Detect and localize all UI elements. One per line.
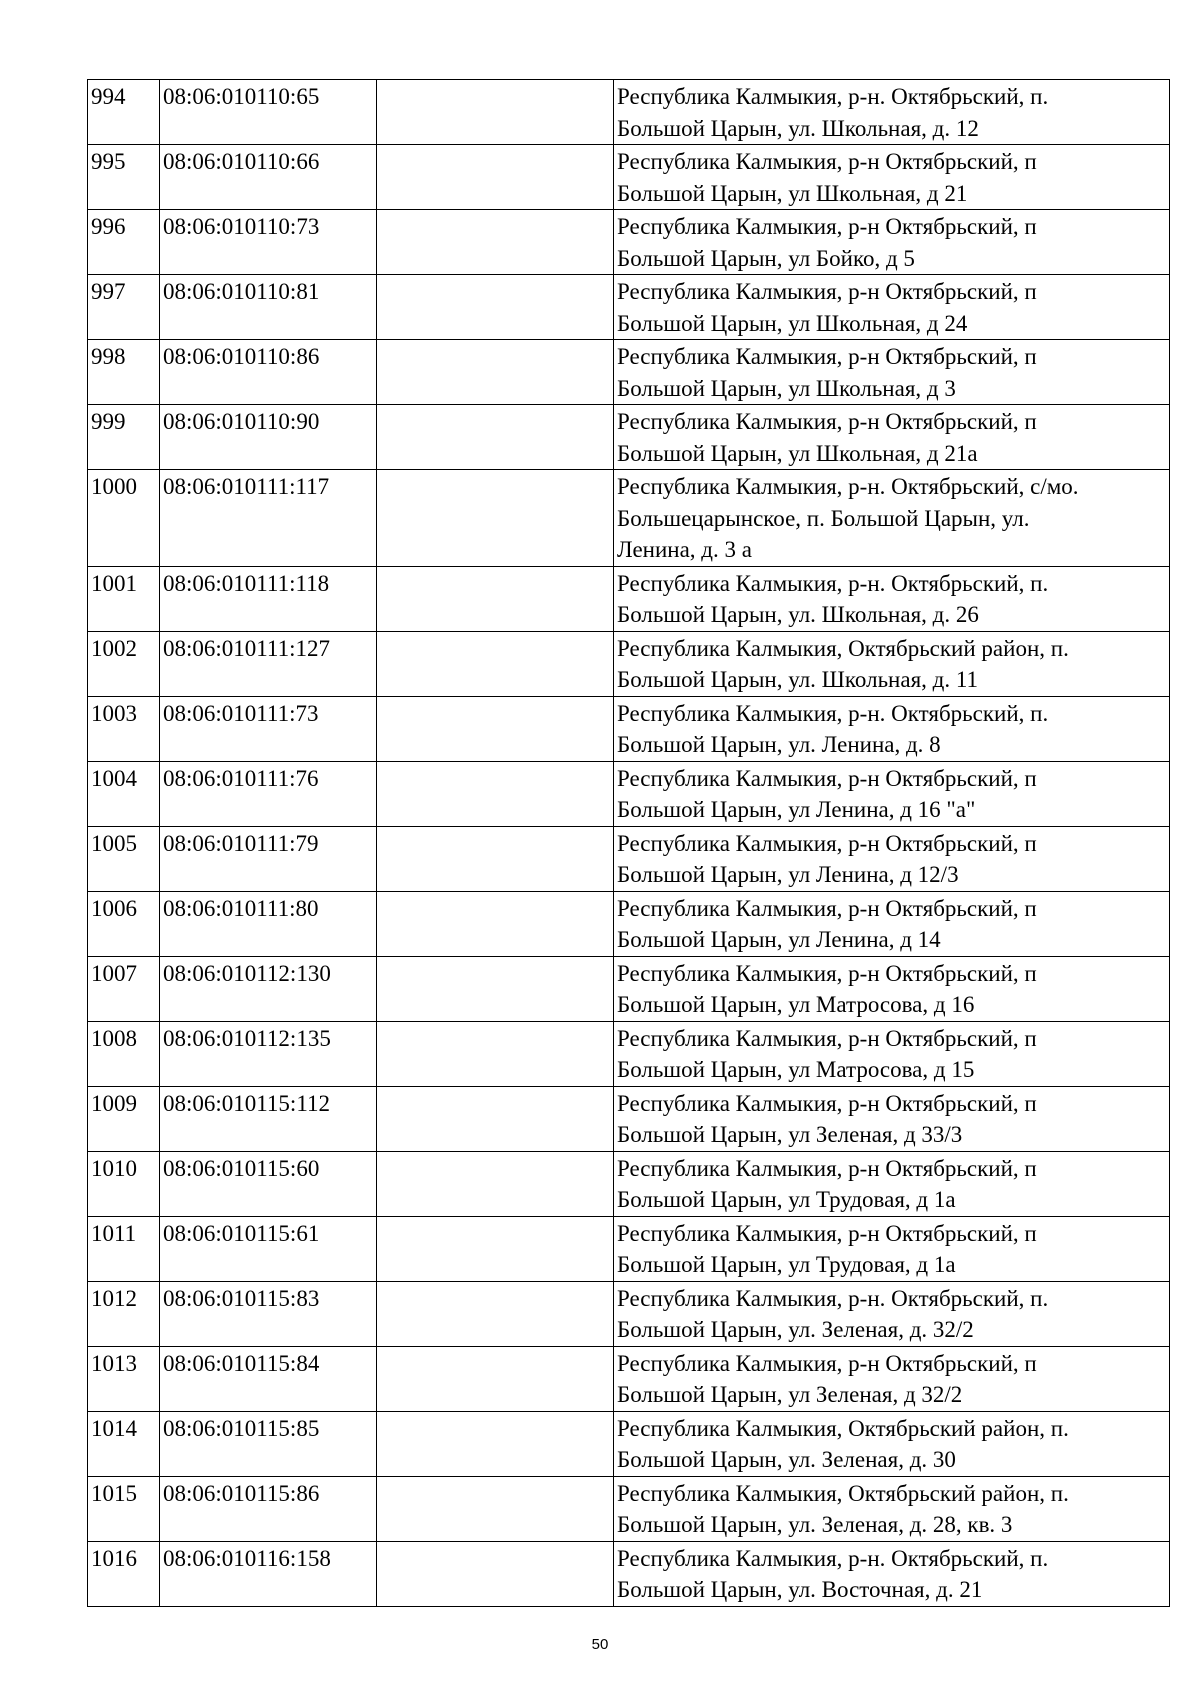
cadastral-number-cell (160, 1476, 377, 1541)
blank-cell (377, 761, 614, 826)
address-cell (614, 1021, 1170, 1086)
address-cell-text: Республика Калмыкия, Октябрьский район, п. Большой Царын, ул. Школьная, д. 11 (617, 635, 1069, 692)
cadastral-number-cell (160, 1346, 377, 1411)
address-cell-text: Республика Калмыкия, Октябрьский район, п. Большой Царын, ул. Зеленая, д. 30 (617, 1415, 1069, 1472)
cadastral-number-cell (160, 566, 377, 631)
table-row (88, 761, 1170, 826)
row-number-cell (88, 275, 160, 340)
blank-cell (377, 1216, 614, 1281)
cadastral-number-cell (160, 80, 377, 145)
row-number-cell-text: 1011 (91, 1220, 137, 1246)
address-cell-text: Республика Калмыкия, р-н Октябрьский, п Большой Царын, ул Школьная, д 3 (617, 344, 1037, 401)
address-cell (614, 696, 1170, 761)
cadastral-number-cell-text: 08:06:010111:80 (163, 895, 319, 921)
address-cell (614, 210, 1170, 275)
address-cell-text: Республика Калмыкия, р-н Октябрьский, п Большой Царын, ул Школьная, д 24 (617, 279, 1037, 336)
cadastral-number-cell-text: 08:06:010115:86 (163, 1480, 320, 1506)
cadastral-number-cell (160, 145, 377, 210)
blank-cell (377, 1151, 614, 1216)
cadastral-number-cell (160, 405, 377, 470)
address-cell-text: Республика Калмыкия, р-н. Октябрьский, п. Большой Царын, ул. Восточная, д. 21 (617, 1545, 1049, 1602)
address-cell (614, 340, 1170, 405)
blank-cell (377, 1021, 614, 1086)
address-cell (614, 80, 1170, 145)
table-row (88, 405, 1170, 470)
cadastral-number-cell-text: 08:06:010111:76 (163, 765, 319, 791)
address-cell-text: Республика Калмыкия, р-н Октябрьский, п Большой Царын, ул Школьная, д 21а (617, 409, 1037, 466)
row-number-cell-text: 1007 (91, 960, 137, 986)
address-cell-text: Республика Калмыкия, р-н. Октябрьский, с/мо. Большецарынское, п. Большой Царын, ул. Ленина, д. 3 а (617, 474, 1079, 562)
row-number-cell-text: 1012 (91, 1285, 137, 1311)
row-number-cell (88, 1541, 160, 1606)
row-number-cell (88, 210, 160, 275)
row-number-cell (88, 891, 160, 956)
cadastral-number-cell (160, 470, 377, 567)
address-cell-text: Республика Калмыкия, р-н Октябрьский, п Большой Царын, ул Бойко, д 5 (617, 214, 1037, 271)
row-number-cell (88, 566, 160, 631)
row-number-cell (88, 696, 160, 761)
row-number-cell (88, 761, 160, 826)
address-cell-text: Республика Калмыкия, р-н Октябрьский, п Большой Царын, ул Зеленая, д 33/3 (617, 1090, 1037, 1147)
blank-cell (377, 956, 614, 1021)
blank-cell (377, 631, 614, 696)
property-registry-table (87, 79, 1170, 1607)
table-row (88, 340, 1170, 405)
cadastral-number-cell-text: 08:06:010115:60 (163, 1155, 320, 1181)
row-number-cell-text: 995 (91, 149, 126, 174)
blank-cell (377, 1411, 614, 1476)
table-row (88, 1541, 1170, 1606)
address-cell (614, 1151, 1170, 1216)
blank-cell (377, 405, 614, 470)
blank-cell (377, 696, 614, 761)
row-number-cell-text: 1001 (91, 570, 137, 596)
cadastral-number-cell-text: 08:06:010112:135 (163, 1025, 331, 1051)
row-number-cell-text: 998 (91, 344, 126, 369)
blank-cell (377, 340, 614, 405)
address-cell (614, 470, 1170, 567)
cadastral-number-cell-text: 08:06:010115:61 (163, 1220, 320, 1246)
address-cell-text: Республика Калмыкия, р-н. Октябрьский, п. Большой Царын, ул. Ленина, д. 8 (617, 700, 1049, 757)
address-cell (614, 1281, 1170, 1346)
row-number-cell-text: 1010 (91, 1155, 137, 1181)
cadastral-number-cell-text: 08:06:010111:118 (163, 570, 330, 596)
blank-cell (377, 145, 614, 210)
address-cell-text: Республика Калмыкия, р-н Октябрьский, п Большой Царын, ул Матросова, д 16 (617, 960, 1037, 1017)
address-cell (614, 1541, 1170, 1606)
address-cell-text: Республика Калмыкия, р-н Октябрьский, п Большой Царын, ул Ленина, д 16 "а" (617, 765, 1037, 822)
address-cell-text: Республика Калмыкия, Октябрьский район, п. Большой Царын, ул. Зеленая, д. 28, кв. 3 (617, 1480, 1069, 1537)
cadastral-number-cell (160, 275, 377, 340)
address-cell-text: Республика Калмыкия, р-н. Октябрьский, п. Большой Царын, ул. Школьная, д. 12 (617, 84, 1049, 141)
table-row (88, 210, 1170, 275)
cadastral-number-cell-text: 08:06:010115:83 (163, 1285, 320, 1311)
row-number-cell-text: 994 (91, 84, 126, 109)
cadastral-number-cell-text: 08:06:010115:112 (163, 1090, 330, 1116)
cadastral-number-cell (160, 761, 377, 826)
row-number-cell (88, 1476, 160, 1541)
row-number-cell-text: 1005 (91, 830, 137, 856)
address-cell (614, 891, 1170, 956)
cadastral-number-cell-text: 08:06:010110:81 (163, 279, 320, 304)
address-cell (614, 145, 1170, 210)
blank-cell (377, 1281, 614, 1346)
table-row (88, 1086, 1170, 1151)
blank-cell (377, 1086, 614, 1151)
cadastral-number-cell (160, 210, 377, 275)
row-number-cell-text: 1013 (91, 1350, 137, 1376)
row-number-cell-text: 996 (91, 214, 126, 239)
blank-cell (377, 891, 614, 956)
row-number-cell (88, 1281, 160, 1346)
table-row (88, 1476, 1170, 1541)
blank-cell (377, 470, 614, 567)
cadastral-number-cell (160, 826, 377, 891)
row-number-cell (88, 631, 160, 696)
cadastral-number-cell (160, 1151, 377, 1216)
row-number-cell-text: 1006 (91, 895, 137, 921)
table-row (88, 1281, 1170, 1346)
cadastral-number-cell-text: 08:06:010111:127 (163, 635, 330, 661)
address-cell-text: Республика Калмыкия, р-н Октябрьский, п Большой Царын, ул Трудовая, д 1а (617, 1220, 1037, 1277)
blank-cell (377, 566, 614, 631)
row-number-cell-text: 999 (91, 409, 126, 434)
row-number-cell-text: 1004 (91, 765, 137, 791)
address-cell-text: Республика Калмыкия, р-н. Октябрьский, п. Большой Царын, ул. Зеленая, д. 32/2 (617, 1285, 1049, 1342)
cadastral-number-cell (160, 1541, 377, 1606)
table-row (88, 891, 1170, 956)
address-cell (614, 566, 1170, 631)
table-row (88, 956, 1170, 1021)
address-cell-text: Республика Калмыкия, р-н. Октябрьский, п. Большой Царын, ул. Школьная, д. 26 (617, 570, 1049, 627)
address-cell (614, 1476, 1170, 1541)
blank-cell (377, 1346, 614, 1411)
row-number-cell-text: 1015 (91, 1480, 137, 1506)
row-number-cell (88, 1151, 160, 1216)
address-cell (614, 1216, 1170, 1281)
row-number-cell-text: 1008 (91, 1025, 137, 1051)
cadastral-number-cell-text: 08:06:010111:73 (163, 700, 319, 726)
cadastral-number-cell (160, 340, 377, 405)
table-row (88, 696, 1170, 761)
table-row (88, 826, 1170, 891)
cadastral-number-cell (160, 891, 377, 956)
row-number-cell (88, 470, 160, 567)
table-row (88, 275, 1170, 340)
cadastral-number-cell-text: 08:06:010111:79 (163, 830, 319, 856)
row-number-cell-text: 1002 (91, 635, 137, 661)
table-row (88, 145, 1170, 210)
row-number-cell (88, 1086, 160, 1151)
cadastral-number-cell-text: 08:06:010112:130 (163, 960, 331, 986)
row-number-cell-text: 997 (91, 279, 126, 304)
cadastral-number-cell-text: 08:06:010110:86 (163, 344, 320, 369)
row-number-cell (88, 826, 160, 891)
cadastral-number-cell (160, 1411, 377, 1476)
address-cell-text: Республика Калмыкия, р-н Октябрьский, п Большой Царын, ул Школьная, д 21 (617, 149, 1037, 206)
blank-cell (377, 1541, 614, 1606)
table-row (88, 1346, 1170, 1411)
cadastral-number-cell-text: 08:06:010115:84 (163, 1350, 320, 1376)
table-row (88, 470, 1170, 567)
row-number-cell-text: 1014 (91, 1415, 137, 1441)
address-cell (614, 631, 1170, 696)
table-row (88, 1411, 1170, 1476)
cadastral-number-cell (160, 1086, 377, 1151)
registry-table-body (88, 80, 1170, 1607)
cadastral-number-cell-text: 08:06:010110:90 (163, 409, 320, 434)
cadastral-number-cell-text: 08:06:010111:117 (163, 474, 330, 499)
address-cell (614, 826, 1170, 891)
address-cell (614, 956, 1170, 1021)
row-number-cell-text: 1016 (91, 1545, 137, 1571)
cadastral-number-cell (160, 1216, 377, 1281)
row-number-cell-text: 1000 (91, 474, 137, 499)
cadastral-number-cell (160, 956, 377, 1021)
table-row (88, 1151, 1170, 1216)
cadastral-number-cell (160, 631, 377, 696)
cadastral-number-cell (160, 1021, 377, 1086)
blank-cell (377, 210, 614, 275)
row-number-cell (88, 80, 160, 145)
blank-cell (377, 275, 614, 340)
cadastral-number-cell-text: 08:06:010115:85 (163, 1415, 320, 1441)
cadastral-number-cell (160, 696, 377, 761)
blank-cell (377, 1476, 614, 1541)
row-number-cell-text: 1003 (91, 700, 137, 726)
blank-cell (377, 80, 614, 145)
address-cell (614, 1086, 1170, 1151)
row-number-cell-text: 1009 (91, 1090, 137, 1116)
address-cell-text: Республика Калмыкия, р-н Октябрьский, п Большой Царын, ул Матросова, д 15 (617, 1025, 1037, 1082)
address-cell-text: Республика Калмыкия, р-н Октябрьский, п Большой Царын, ул Ленина, д 14 (617, 895, 1037, 952)
row-number-cell (88, 1346, 160, 1411)
address-cell-text: Республика Калмыкия, р-н Октябрьский, п Большой Царын, ул Зеленая, д 32/2 (617, 1350, 1037, 1407)
row-number-cell (88, 956, 160, 1021)
row-number-cell (88, 145, 160, 210)
cadastral-number-cell-text: 08:06:010110:73 (163, 214, 320, 239)
address-cell-text: Республика Калмыкия, р-н Октябрьский, п Большой Царын, ул Ленина, д 12/3 (617, 830, 1037, 887)
table-row (88, 80, 1170, 145)
table-row (88, 631, 1170, 696)
cadastral-number-cell-text: 08:06:010116:158 (163, 1545, 331, 1571)
row-number-cell (88, 1216, 160, 1281)
address-cell-text: Республика Калмыкия, р-н Октябрьский, п Большой Царын, ул Трудовая, д 1а (617, 1155, 1037, 1212)
cadastral-number-cell-text: 08:06:010110:66 (163, 149, 320, 174)
address-cell (614, 761, 1170, 826)
table-row (88, 1021, 1170, 1086)
address-cell (614, 275, 1170, 340)
blank-cell (377, 826, 614, 891)
address-cell (614, 1411, 1170, 1476)
table-row (88, 1216, 1170, 1281)
row-number-cell (88, 340, 160, 405)
row-number-cell (88, 1021, 160, 1086)
table-row (88, 566, 1170, 631)
page-number: 50 (591, 1636, 609, 1653)
row-number-cell (88, 1411, 160, 1476)
row-number-cell (88, 405, 160, 470)
address-cell (614, 1346, 1170, 1411)
cadastral-number-cell (160, 1281, 377, 1346)
cadastral-number-cell-text: 08:06:010110:65 (163, 84, 320, 109)
address-cell (614, 405, 1170, 470)
